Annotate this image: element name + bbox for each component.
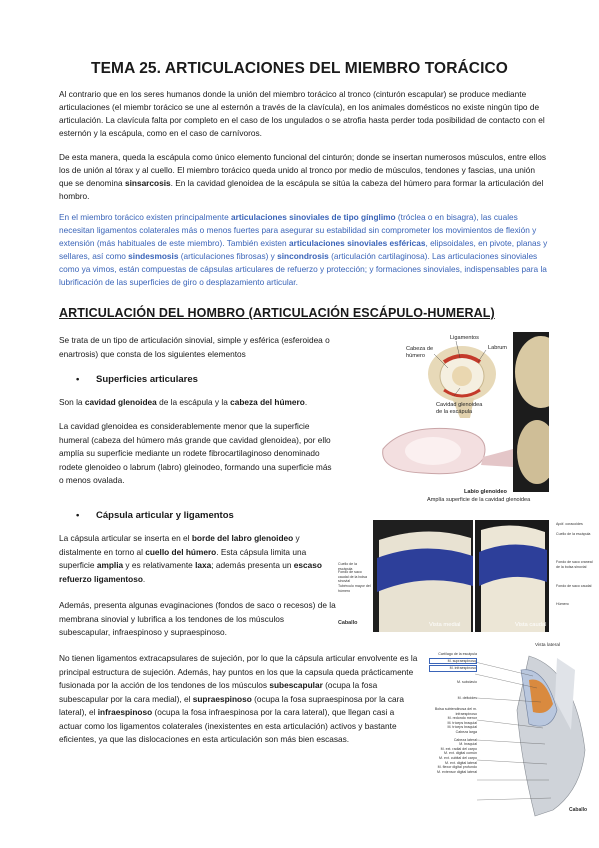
muscle-label: M. subclavio: [457, 679, 477, 684]
label-vista-lateral: Vista lateral: [535, 643, 560, 648]
bold-term: articulaciones sinoviales de tipo gínglimo: [231, 212, 396, 222]
muscle-label: M. ext. digital lateral: [445, 760, 477, 765]
bold-term: amplia: [96, 560, 124, 570]
bold-term: sindesmosis: [128, 251, 179, 261]
text-run: En el miembro torácico existen principalmente: [59, 212, 232, 222]
muscle-label: M. redondo menor: [447, 716, 477, 721]
ligamentos-text: [59, 652, 419, 747]
glenoid-photo-drawing: [363, 419, 513, 481]
evaginaciones-text: Además, presenta algunas evaginaciones (fondos de saco o recesos) de la membrana sinovial y lubrifica a los tendones de los músculos subescapular, infraespinoso y supraespinoso.: [59, 600, 336, 637]
label-tuberculo: Tubérculo mayor del húmero: [338, 584, 371, 593]
muscle-label: Cabeza larga: [455, 729, 477, 734]
text-run: De esta manera, queda la escápula como único elemento funcional del cinturón; donde se insertan numerosos músculos, entre ellos los de unión al tórax y al cuello. El miembro torácico queda unido al tronco por medio de músculos, tendones y fascias, una unión que se denomina: [59, 152, 547, 188]
label-cuello-escapula-r: Cuello de la escápula: [556, 532, 591, 536]
text-run: (ocupa la fosa supraespinosa por la cara lateral), el: [59, 693, 404, 717]
muscle-diagram: [425, 640, 597, 822]
bold-term: escaso refuerzo ligamentoso: [59, 560, 322, 584]
muscle-label: M. tríceps braquial: [447, 725, 477, 730]
text-run: (articulaciones fibrosas) y: [178, 251, 278, 261]
text-run: y distalmente en torno al: [59, 533, 300, 557]
bold-term: sincondrosis: [277, 251, 329, 261]
intro-paragraph: Al contrario que en los seres humanos donde la unión del miembro torácico al tronco (cinturón escapular) se produce mediante articulaciones (el miembr torácico se une al esternón a través de la clavícula), en los animales domésticos no existe ningún tipo de articulación. La clavícula falta por completo en el caso de los ungulados o se atrofia hasta perder toda posibilidad de contacto con el esternón y la escápula, como en el caso de carnívoros.: [59, 89, 545, 138]
bullet-superficies: [76, 374, 198, 385]
label-cavidad: Cavidad glenoidea de la escápula: [436, 402, 483, 415]
label-caballo-3: Caballo: [569, 807, 588, 813]
bold-term: cabeza del húmero: [230, 397, 305, 407]
text-run: y es relativamente: [123, 560, 196, 570]
superficies-text: [59, 396, 337, 410]
text-run: La cápsula articular se inserta en el: [59, 533, 192, 543]
bold-term: articulaciones sinoviales esféricas: [288, 238, 426, 248]
label-cabeza: Cabeza de húmero: [406, 346, 434, 359]
shoulder-diagram: [404, 332, 512, 418]
bullet-label: Superficies articulares: [96, 374, 198, 385]
label-labio: Labio glenoideo: [464, 489, 507, 495]
text-run: No tienen ligamentos extracapsulares de sujeción, por lo que la cápsula articular envolvente es la principal estructura de sujeción. Además, hay puntos en los que la capsula queda prácticamente fusionada por la acción de los tendones de los músculos: [59, 653, 418, 690]
muscle-label: Cabeza lateral: [453, 737, 477, 742]
capsula-text: [59, 532, 337, 586]
glenoidea-text: La cavidad glenoidea es considerablemente menor que la superficie humeral (cabeza del húmero más grande que cavidad glenoidea), por ello amplía su superficie mediante un rodete fibrocartilaginoso denominado rodete glenoideo o labrum (labro) gleinodeo, formando una superficie más o menos ovalada.: [59, 421, 332, 485]
muscle-label: M. flexor digital profundo: [437, 765, 477, 770]
text-run: . En la cavidad glenoidea de la escápula se sitúa la cabeza del húmero para formar la articulación del hombro.: [59, 178, 544, 201]
bold-term: cavidad glenoidea: [84, 397, 157, 407]
text-run: Son la: [59, 397, 85, 407]
label-fondo-caudal: Fondo de saco caudal de la bolsa sinovial: [338, 570, 367, 584]
section-intro: Se trata de un tipo de articulación sinovial, simple y esférica (esferoidea o enartrosis) que consta de los siguientes elementos: [59, 335, 330, 359]
bone-photo-right-drawing: [513, 332, 549, 492]
muscle-label: M. ext. cubital del carpo: [439, 755, 477, 760]
muscle-label: M. braquial: [459, 742, 477, 747]
text-run: (tróclea o en bisagra), las cuales necesitan ligamentos colaterales más o menos fuertes para asegurar su estabilidad sin comprometer los movimientos de flexión y extensión (más habituales de este miembro). También existen: [59, 212, 537, 248]
text-run: .: [142, 573, 146, 584]
text-run: de la escápula y la: [156, 397, 231, 407]
muscle-label-list: [429, 652, 477, 774]
capsule-figure: [337, 520, 553, 632]
bold-term: laxa: [195, 560, 212, 570]
bold-term: sinsarcosis: [124, 178, 171, 188]
label-caballo-2: Caballo: [338, 620, 358, 626]
label-fondo-caudal-r: Fondo de saco caudal: [556, 584, 592, 588]
muscle-label: Cartílago de la escápula: [438, 652, 477, 656]
bullet-dot: •: [76, 374, 80, 385]
bullet-capsula: [76, 510, 234, 521]
bullet-label: Cápsula articular y ligamentos: [96, 510, 234, 521]
muscle-label: M. extensor digital lateral: [437, 769, 477, 774]
bone-photo-right: [513, 332, 549, 492]
page-title: TEMA 25. ARTICULACIONES DEL MIEMBRO TORÁCICO: [91, 60, 508, 77]
bold-term: cuello del húmero: [145, 546, 217, 557]
text-run: ; además presenta un: [211, 560, 294, 570]
text-run: , elipsoidales, en pivote, planas y sellares, así como: [59, 238, 548, 261]
muscle-label: M. infraespinoso: [429, 665, 477, 672]
muscle-label: M. ext. digital común: [444, 751, 477, 756]
label-labrum: Labrum: [488, 345, 507, 351]
text-run: (ocupa la fosa subescapular por la cara medial), el: [59, 680, 378, 704]
escapula-paragraph: [59, 151, 549, 203]
glenoid-photo: [363, 419, 513, 481]
label-apof-coracoides: Apóf. coracoides: [556, 522, 583, 526]
label-vista-caudal: Vista caudal: [515, 622, 547, 628]
label-ligamentos: Ligamentos: [450, 335, 479, 341]
bullet-dot: •: [76, 510, 80, 521]
label-cuello-escapula: Cuello de la escápula: [338, 562, 357, 571]
muscle-label: Bolsa subtendinosa del m. infraespinoso: [434, 706, 477, 716]
label-humero: Húmero: [556, 602, 569, 606]
muscle-label: M. ext. radial del carpo: [440, 746, 477, 751]
text-run: . Esta cápsula limita una superficie: [59, 546, 307, 570]
text-run: .: [304, 397, 308, 407]
muscle-label: M. tríceps braquial: [447, 720, 477, 725]
muscle-label: M. supraespinoso: [429, 658, 477, 665]
text-run: (ocupa la fosa infraespinosa por la cara lateral), que llegan casi a actuar como los ligamentos colaterales (inexistentes en esta articulación) activos y bastante eficientes, ya que las dislocaciones en esta articulación son más bien escasas.: [59, 707, 397, 744]
label-vista-medial: Vista medial: [429, 622, 461, 628]
label-fondo-craneal: Fondo de saco craneal de la bolsa sinovial: [556, 560, 593, 569]
bold-term: supraespinoso: [192, 693, 252, 704]
muscle-label: M. deltoides: [457, 696, 477, 701]
figure1-caption: Amplía superficie de la cavidad glenoidea: [427, 497, 531, 503]
bold-term: subescapular: [269, 680, 323, 690]
bold-term: infraespinoso: [97, 707, 153, 717]
section-heading: ARTICULACIÓN DEL HOMBRO (ARTICULACIÓN ESCÁPULO-HUMERAL): [59, 306, 495, 320]
text-run: (articulación cartilaginosa). Las articulaciones sinoviales como ya vimos, están compuestas de cápsulas articulares de refuerzo y protección; y formaciones sinoviales, indispensables para la lubrificación de las superficies de giro o desplazamiento articular.: [59, 251, 547, 287]
sinovial-paragraph: [59, 211, 549, 289]
bold-term: borde del labro glenoideo: [191, 533, 294, 543]
